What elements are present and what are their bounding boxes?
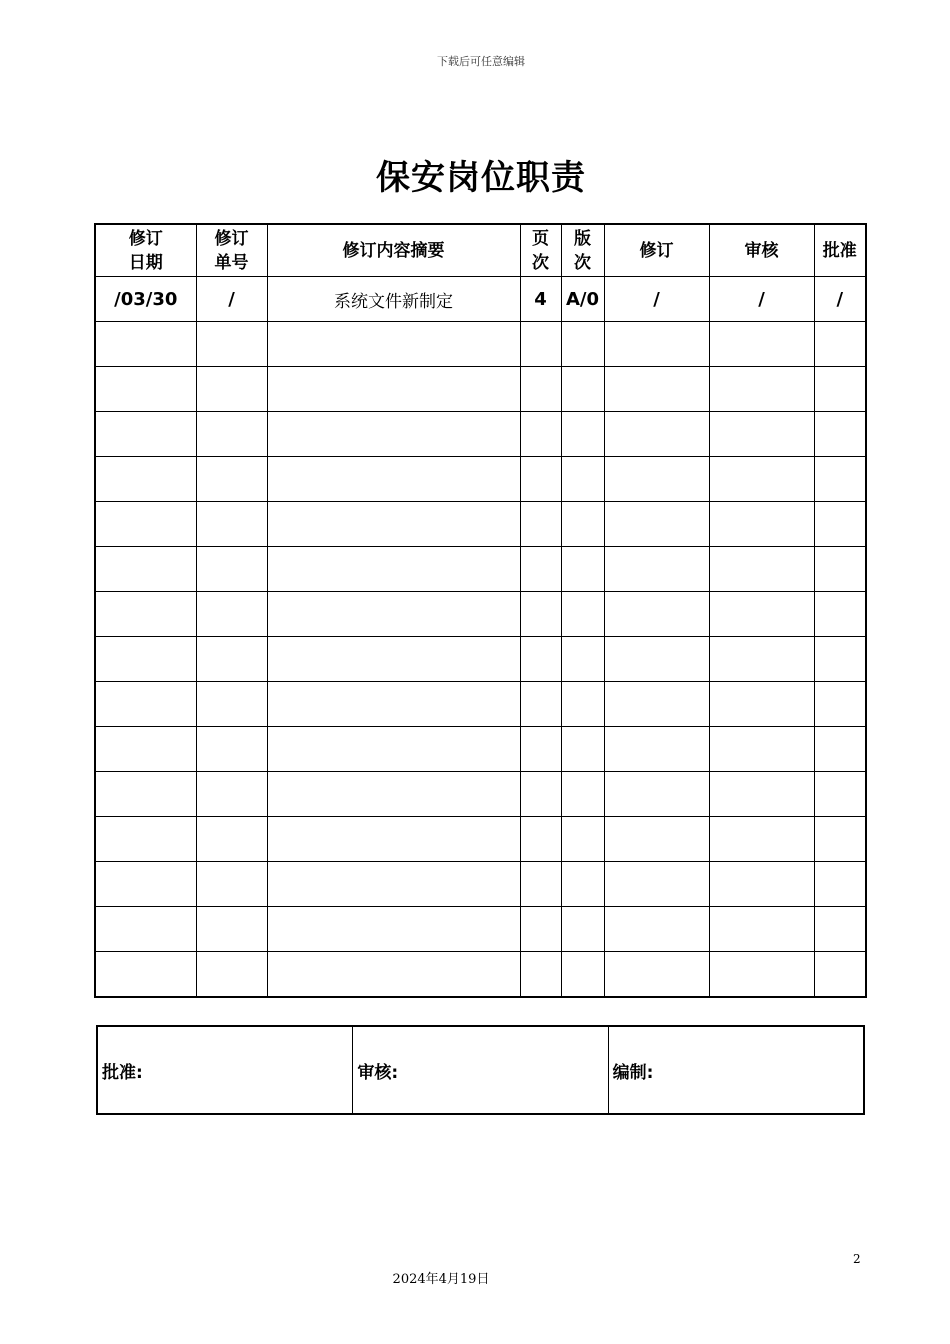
table-cell <box>604 727 709 772</box>
revision-table <box>94 223 867 998</box>
table-row <box>95 637 866 682</box>
table-cell <box>196 637 267 682</box>
table-row <box>95 457 866 502</box>
table-row <box>95 817 866 862</box>
table-cell <box>95 502 196 547</box>
table-cell <box>814 592 866 637</box>
table-cell: 4 <box>520 277 561 322</box>
table-cell <box>95 817 196 862</box>
table-cell <box>520 817 561 862</box>
table-cell <box>814 322 866 367</box>
table-cell <box>561 502 604 547</box>
table-cell <box>196 322 267 367</box>
table-cell <box>520 502 561 547</box>
table-cell <box>196 907 267 952</box>
table-row <box>95 772 866 817</box>
table-cell <box>95 412 196 457</box>
table-cell <box>814 367 866 412</box>
table-cell <box>561 637 604 682</box>
table-cell <box>814 817 866 862</box>
table-cell <box>520 457 561 502</box>
table-cell <box>604 367 709 412</box>
table-cell <box>267 367 520 412</box>
table-cell <box>709 367 814 412</box>
table-cell <box>604 322 709 367</box>
table-cell <box>196 772 267 817</box>
table-cell <box>604 412 709 457</box>
header-approved-by: 批准 <box>814 224 866 277</box>
table-cell <box>604 592 709 637</box>
table-cell: / <box>604 277 709 322</box>
table-cell <box>709 547 814 592</box>
table-header-row <box>95 224 866 277</box>
table-cell: / <box>196 277 267 322</box>
table-cell <box>95 592 196 637</box>
header-revised-by: 修订 <box>604 224 709 277</box>
table-cell <box>561 907 604 952</box>
table-cell: / <box>709 277 814 322</box>
prepare-signature-field: 编制: <box>612 1062 654 1083</box>
table-cell <box>520 682 561 727</box>
table-cell <box>604 682 709 727</box>
table-cell <box>709 502 814 547</box>
table-cell <box>267 952 520 998</box>
table-cell <box>196 862 267 907</box>
table-cell <box>267 637 520 682</box>
table-cell <box>267 907 520 952</box>
page-number: 2 <box>853 1252 861 1266</box>
revision-table-body <box>95 277 866 998</box>
table-row <box>95 907 866 952</box>
table-cell <box>196 367 267 412</box>
table-cell <box>520 367 561 412</box>
table-cell <box>709 817 814 862</box>
table-cell: /03/30 <box>95 277 196 322</box>
table-cell <box>604 457 709 502</box>
table-cell <box>520 952 561 998</box>
table-cell <box>814 412 866 457</box>
table-cell <box>709 952 814 998</box>
table-cell <box>814 547 866 592</box>
table-cell <box>604 772 709 817</box>
table-cell <box>604 547 709 592</box>
table-cell <box>604 862 709 907</box>
document-title: 保安岗位职责 <box>376 158 586 198</box>
table-cell <box>604 907 709 952</box>
table-cell <box>561 367 604 412</box>
table-cell <box>561 412 604 457</box>
table-row <box>95 862 866 907</box>
header-revision-number: 修订 单号 <box>196 224 267 277</box>
table-row <box>95 322 866 367</box>
table-row <box>95 412 866 457</box>
table-cell: A/0 <box>561 277 604 322</box>
table-cell <box>709 727 814 772</box>
table-cell <box>561 817 604 862</box>
table-cell <box>814 952 866 998</box>
approve-signature-field: 批准: <box>98 1027 353 1113</box>
table-cell <box>196 412 267 457</box>
table-cell: 系统文件新制定 <box>267 277 520 322</box>
review-signature-field: 审核: <box>353 1027 608 1113</box>
table-cell <box>520 547 561 592</box>
table-cell <box>520 907 561 952</box>
table-row <box>95 682 866 727</box>
table-row <box>95 592 866 637</box>
table-cell <box>95 547 196 592</box>
table-cell <box>709 862 814 907</box>
table-cell <box>561 727 604 772</box>
table-cell <box>520 322 561 367</box>
table-cell <box>196 727 267 772</box>
header-page-count: 页 次 <box>520 224 561 277</box>
table-cell <box>814 907 866 952</box>
table-cell <box>95 637 196 682</box>
table-cell <box>196 592 267 637</box>
table-cell <box>709 322 814 367</box>
table-cell <box>709 907 814 952</box>
table-cell <box>561 547 604 592</box>
table-cell <box>709 412 814 457</box>
table-cell <box>709 592 814 637</box>
table-cell <box>95 682 196 727</box>
footer-date: 2024年4月19日 <box>392 1272 490 1287</box>
table-cell <box>196 817 267 862</box>
table-cell <box>267 547 520 592</box>
table-cell <box>561 592 604 637</box>
table-cell <box>520 412 561 457</box>
table-cell <box>196 682 267 727</box>
table-cell <box>709 637 814 682</box>
table-cell <box>520 592 561 637</box>
table-cell <box>95 457 196 502</box>
table-cell <box>561 322 604 367</box>
table-cell <box>561 862 604 907</box>
table-row <box>95 277 866 322</box>
table-cell: / <box>814 277 866 322</box>
table-cell <box>95 727 196 772</box>
header-revision-summary: 修订内容摘要 <box>267 224 520 277</box>
header-reviewed-by: 审核 <box>709 224 814 277</box>
table-cell <box>95 907 196 952</box>
table-cell <box>95 952 196 998</box>
table-cell <box>709 457 814 502</box>
table-cell <box>196 502 267 547</box>
table-cell <box>520 862 561 907</box>
table-cell <box>814 637 866 682</box>
table-cell <box>267 457 520 502</box>
table-cell <box>814 862 866 907</box>
table-cell <box>267 772 520 817</box>
table-cell <box>709 682 814 727</box>
table-cell <box>267 322 520 367</box>
table-row <box>95 727 866 772</box>
table-cell <box>561 457 604 502</box>
table-cell <box>561 952 604 998</box>
table-cell <box>267 727 520 772</box>
table-cell <box>267 817 520 862</box>
table-cell <box>520 637 561 682</box>
table-cell <box>561 772 604 817</box>
table-cell <box>196 457 267 502</box>
header-version: 版 次 <box>561 224 604 277</box>
table-cell <box>196 547 267 592</box>
table-cell <box>95 322 196 367</box>
signature-box <box>96 1025 865 1115</box>
table-row <box>95 502 866 547</box>
table-cell <box>814 682 866 727</box>
table-cell <box>267 682 520 727</box>
table-cell <box>95 862 196 907</box>
header-revision-date: 修订 日期 <box>95 224 196 277</box>
table-cell <box>196 952 267 998</box>
table-cell <box>814 772 866 817</box>
table-row <box>95 367 866 412</box>
table-cell <box>267 412 520 457</box>
table-cell <box>520 772 561 817</box>
table-row <box>95 547 866 592</box>
table-cell <box>604 817 709 862</box>
table-cell <box>814 727 866 772</box>
table-cell <box>267 862 520 907</box>
table-cell <box>267 592 520 637</box>
table-cell <box>520 727 561 772</box>
table-cell <box>95 367 196 412</box>
table-cell <box>814 457 866 502</box>
table-cell <box>814 502 866 547</box>
table-cell <box>561 682 604 727</box>
table-cell <box>604 952 709 998</box>
table-cell <box>95 772 196 817</box>
table-cell <box>604 502 709 547</box>
table-cell <box>709 772 814 817</box>
table-row <box>95 952 866 998</box>
header-note: 下载后可任意编辑 <box>437 55 525 68</box>
table-cell <box>604 637 709 682</box>
table-cell <box>267 502 520 547</box>
